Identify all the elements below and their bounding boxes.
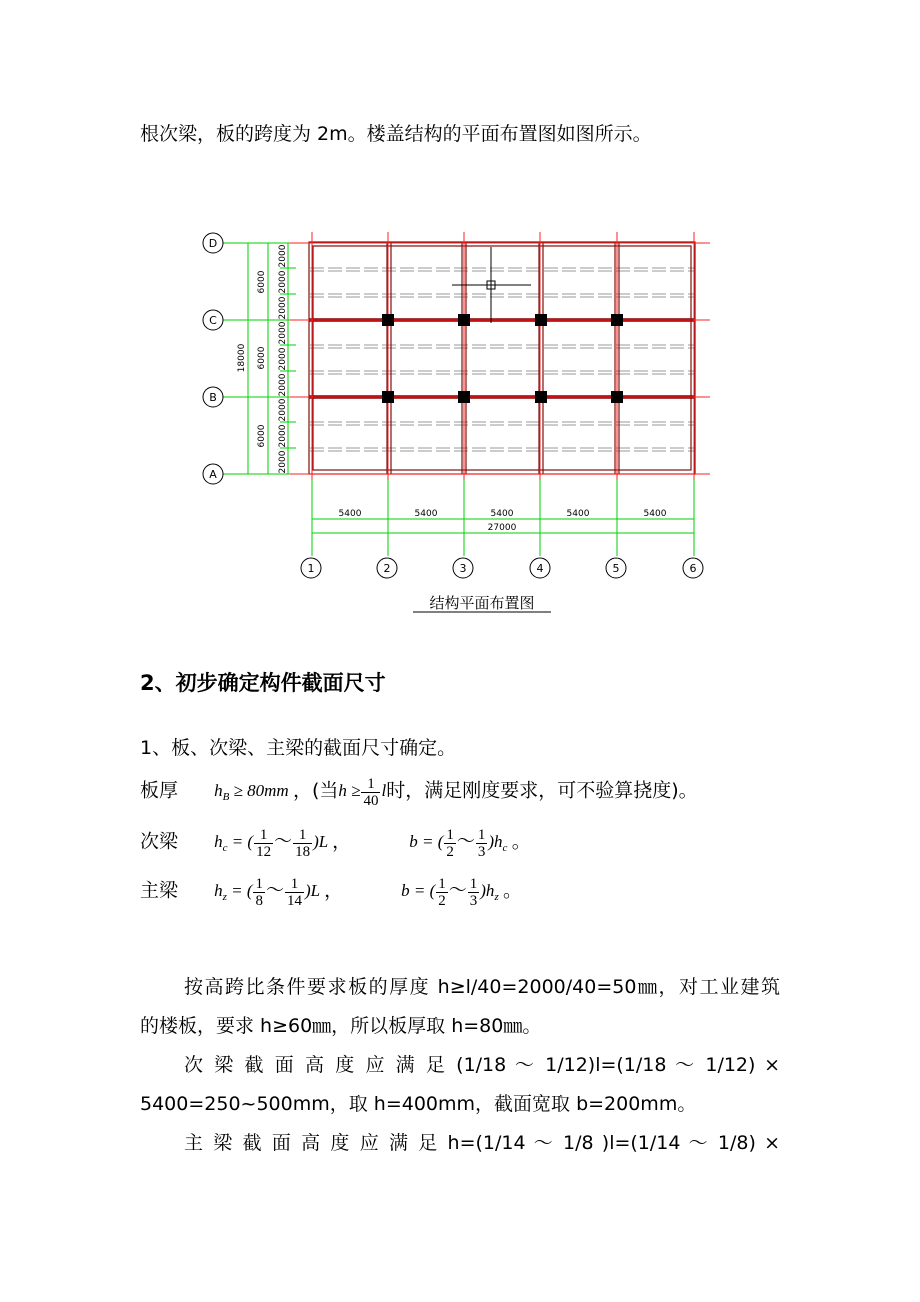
slab-thickness-paragraph-line2: 的楼板，要求 h≥60㎜，所以板厚取 h=80㎜。 [140,1015,542,1037]
total-length-label: 27000 [487,523,517,533]
axis-4: 4 [536,562,544,575]
span-label: 5400 [643,509,667,519]
axis-2: 2 [383,562,391,575]
slab-label: 2000 [278,296,288,320]
bay-label: 6000 [257,346,267,370]
axis-A: A [209,468,217,481]
span-label: 5400 [414,509,438,519]
axis-1: 1 [307,562,315,575]
slab-label: 2000 [278,270,288,294]
span-label: 5400 [566,509,590,519]
span-label: 5400 [338,509,362,519]
slab-label: 2000 [278,321,288,345]
span-label: 5400 [490,509,514,519]
axis-3: 3 [459,562,467,575]
bay-label: 6000 [257,270,267,294]
bay-label: 6000 [257,424,267,448]
secondary-beam-formula-line: 次梁 $h_c$ = ( $\frac{1}{12}$ 〜 $\frac{1}{18}$ )L ， b = ( $\frac{1}{2}$ 〜 $\frac{1}{3}$ )$h_c$ 。 [140,827,531,860]
slab-label: 2000 [278,373,288,397]
total-width-label: 18000 [237,343,247,373]
slab-formula-line: 板厚 $h_B \ge 80mm$ ，(当h ≥ $\frac{1}{40}$ l时，满足刚度要求，可不验算挠度)。 [140,776,698,809]
axis-B: B [209,391,217,404]
slab-label: 2000 [278,424,288,448]
axis-D: D [208,237,218,250]
main-beam-paragraph-line1: 主 梁 截 面 高 度 应 满 足 h=(1/14 ～ 1/8 )l=(1/14 ～ 1/8) × [184,1132,780,1154]
main-beam-formula-line: 主梁 $h_z$ = ( $\frac{1}{8}$ 〜 $\frac{1}{14}$ )L ， b = ( $\frac{1}{2}$ 〜 $\frac{1}{3}$ )$h_z$ 。 [140,876,522,909]
slab-label: 2000 [278,244,288,268]
main-beam-label: 主梁 [140,879,179,902]
figure-caption: 结构平面布置图 [429,594,535,612]
slab-thickness-paragraph-line1: 按高跨比条件要求板的厚度 h≥l/40=2000/40=50㎜，对工业建筑 [184,976,780,998]
axis-5: 5 [612,562,620,575]
slab-label: 2000 [278,450,288,474]
slab-label: 2000 [278,347,288,371]
intro-paragraph: 根次梁，板的跨度为 2m。楼盖结构的平面布置图如图所示。 [140,123,652,145]
slab-label: 2000 [278,398,288,422]
structural-plan-drawing [0,0,920,640]
sub-heading: 1、板、次梁、主梁的截面尺寸确定。 [140,737,457,759]
secondary-beam-paragraph-line1: 次 梁 截 面 高 度 应 满 足 (1/18 ～ 1/12)l=(1/18 ～ 1/12) × [184,1054,780,1076]
slab-label: 板厚 [140,779,179,802]
section-heading: 2、初步确定构件截面尺寸 [140,671,386,695]
axis-C: C [209,314,217,327]
secondary-beam-paragraph-line2: 5400=250~500mm，取 h=400mm，截面宽取 b=200mm。 [140,1093,697,1115]
axis-6: 6 [689,562,697,575]
secondary-beam-label: 次梁 [140,830,179,853]
